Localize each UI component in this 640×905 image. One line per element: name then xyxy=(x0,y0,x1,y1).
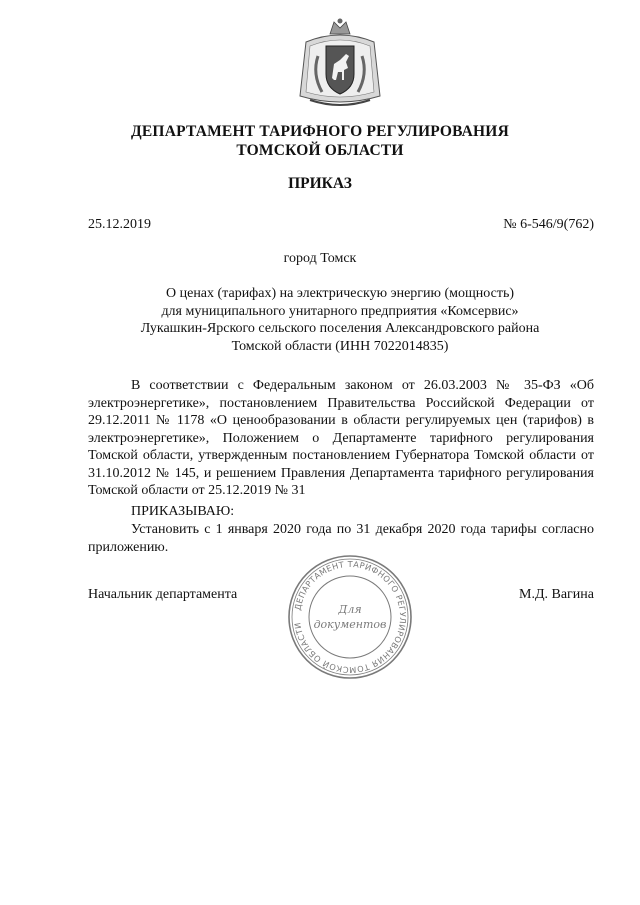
subject-line: Лукашкин-Ярского сельского поселения Александровского района xyxy=(140,321,540,336)
signatory-name: М.Д. Вагина xyxy=(519,587,594,602)
preamble-paragraph: В соответствии с Федеральным законом от 26.03.2003 № 35-ФЗ «Об электроэнергетике», постановлением Правительства Российской Федерации от 29.12.2011 № 1178 «О ценообразовании в области регулируемых цен (тарифов) в электроэнергетике», Положением о Департаменте тарифного регулирования Томской области, утвержденным постановлением Губернатора Томской области от 31.10.2012 № 145, и решением Правления Департамента тарифного регулирования Томской области от 25.12.2019 № 31 xyxy=(88,378,594,498)
document-city: город Томск xyxy=(283,251,357,266)
subject-line: О ценах (тарифах) на электрическую энергию (мощность) xyxy=(166,286,514,301)
signatory-title: Начальник департамента xyxy=(88,587,238,602)
department-title-line1: ДЕПАРТАМЕНТ ТАРИФНОГО РЕГУЛИРОВАНИЯ xyxy=(131,123,509,140)
document-subject xyxy=(90,285,590,355)
document-number: № 6-546/9(762) xyxy=(503,217,594,232)
document-date: 25.12.2019 xyxy=(88,217,151,232)
tomsk-coat-of-arms-icon xyxy=(296,16,384,110)
subject-line: Томской области (ИНН 7022014835) xyxy=(231,338,449,354)
order-paragraph: Установить с 1 января 2020 года по 31 декабря 2020 года тарифы согласно приложению. xyxy=(88,522,594,555)
official-seal-icon xyxy=(286,553,414,681)
order-heading: ПРИКАЗЫВАЮ: xyxy=(131,504,235,519)
subject-line: для муниципального унитарного предприятия «Комсервис» xyxy=(161,303,519,319)
document-type: ПРИКАЗ xyxy=(288,175,352,192)
seal-center-line1: Для xyxy=(338,603,362,616)
seal-center-line2: документов xyxy=(313,618,387,631)
seal-ring-text: ДЕПАРТАМЕНТ ТАРИФНОГО РЕГУЛИРОВАНИЯ ТОМСКОЙ ОБЛАСТИ xyxy=(292,558,409,676)
department-title-line2: ТОМСКОЙ ОБЛАСТИ xyxy=(236,142,404,159)
